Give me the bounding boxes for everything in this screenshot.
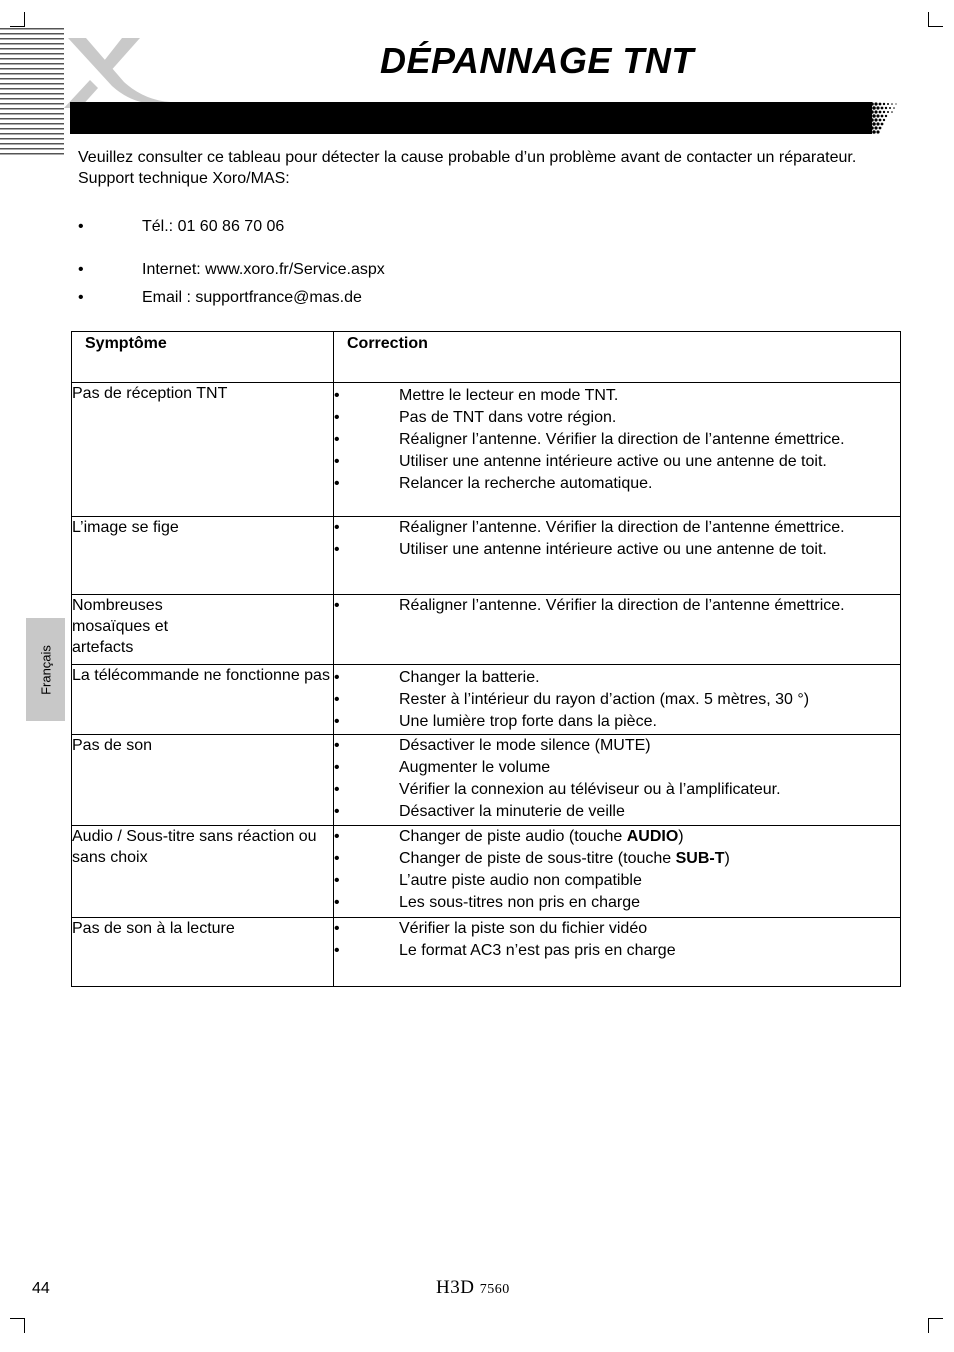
list-item [334,848,900,869]
list-item: • Changer la batterie. [334,667,900,688]
list-item: • Réaligner l’antenne. Vérifier la direction de l’antenne émettrice. [334,429,900,450]
bullet: • [78,261,84,278]
list-item: • Vérifier la connexion au téléviseur ou à l’amplificateur. [334,779,900,800]
correction-cell [334,595,901,665]
symptom-cell: Pas de réception TNT [72,383,334,517]
xoro-x-logo-icon [64,34,174,110]
text-part: Changer de piste audio (touche [399,828,627,845]
list-item: • Vérifier la piste son du fichier vidéo [334,918,900,939]
contact-text: Email : supportfrance@mas.de [142,289,362,306]
list-item: • Utiliser une antenne intérieure active ou une antenne de toit. [334,451,900,472]
halftone-dots-icon [860,102,904,134]
header-symptom: Symptôme [72,332,334,383]
crop-mark-top-left [10,12,25,27]
list-item: • L’autre piste audio non compatible [334,870,900,891]
symptom-cell: Audio / Sous-titre sans réaction ou sans choix [72,826,334,918]
text-part: ) [678,828,684,845]
correction-cell [334,383,901,517]
list-item: • Relancer la recherche automatique. [334,473,900,494]
bullet: • [78,289,84,306]
list-item: • Rester à l’intérieur du rayon d’action (max. 5 mètres, 30 °) [334,689,900,710]
symptom-cell: Pas de son à la lecture [72,918,334,987]
contact-text: Internet: www.xoro.fr/Service.aspx [142,261,385,278]
contact-text: Tél.: 01 60 86 70 06 [142,218,285,235]
list-item: • Mettre le lecteur en mode TNT. [334,385,900,406]
list-item: • Une lumière trop forte dans la pièce. [334,711,900,732]
list-item: • Désactiver la minuterie de veille [334,801,900,822]
list-item: • Réaligner l’antenne. Vérifier la direction de l’antenne émettrice. [334,517,900,538]
table-row [72,595,901,665]
intro-text [78,147,894,189]
troubleshooting-table [71,331,901,987]
crop-mark-bottom-left [10,1318,25,1333]
key-label: SUB-T [675,850,725,867]
support-label: Support technique Xoro/MAS: [78,170,290,187]
title-bar [70,102,870,134]
symptom-cell [72,595,334,665]
list-item: • Les sous-titres non pris en charge [334,892,900,913]
correction-cell [334,735,901,826]
symptom-text: Nombreuses mosaïques et artefacts [72,597,169,656]
list-item: • Le format AC3 n’est pas pris en charge [334,940,900,961]
crop-mark-bottom-right [928,1318,943,1333]
text-part: ) [724,850,730,867]
symptom-cell: L’image se fige [72,517,334,595]
symptom-cell: La télécommande ne fonctionne pas [72,665,334,735]
language-label: Français [38,644,53,695]
key-label: AUDIO [626,828,679,845]
text-part: Changer de piste de sous-titre (touche [399,850,676,867]
table-row [72,826,901,918]
table-header-row [72,332,901,383]
table-row [72,735,901,826]
list-item [334,826,900,847]
crop-mark-top-right [928,12,943,27]
list-item: • Augmenter le volume [334,757,900,778]
list-item: • Pas de TNT dans votre région. [334,407,900,428]
table-row [72,918,901,987]
table-row [72,517,901,595]
symptom-cell: Pas de son [72,735,334,826]
page-title: DÉPANNAGE TNT [380,40,694,81]
list-item: • Désactiver le mode silence (MUTE) [334,735,900,756]
list-item: • Réaligner l’antenne. Vérifier la direction de l’antenne émettrice. [334,595,900,616]
model-main: H3D [436,1277,475,1298]
table-row [72,665,901,735]
bullet: • [78,218,84,235]
list-item: • Utiliser une antenne intérieure active ou une antenne de toit. [334,539,900,560]
page-number: 44 [32,1280,50,1297]
intro-paragraph: Veuillez consulter ce tableau pour détecter la cause probable d’un problème avant de contacter un réparateur. [78,149,857,166]
model-number: 7560 [479,1282,510,1297]
correction-cell [334,918,901,987]
decorative-stripes [0,28,64,156]
model-name [436,1277,510,1299]
correction-cell [334,517,901,595]
correction-cell [334,665,901,735]
header-correction: Correction [334,332,901,383]
correction-cell [334,826,901,918]
table-row [72,383,901,517]
language-tab [26,618,65,721]
